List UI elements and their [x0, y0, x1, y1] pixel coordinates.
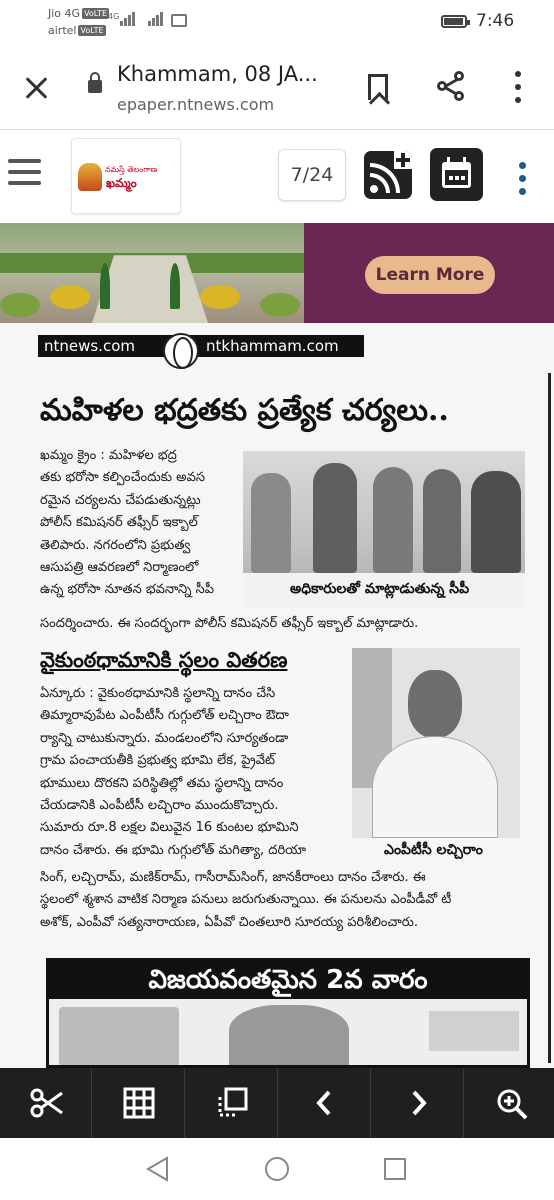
carrier-2-label: airtel — [48, 24, 77, 37]
article-2-line: గ్రామ పంచాయతీకి ప్రభుత్వ భూమి లేక, ప్రైవేట్ — [40, 753, 276, 769]
zoom-in-icon — [495, 1087, 529, 1121]
article-2-line: అశోక్, ఎంపీవో సత్యనారాయణ, ఏపీవో చింతలూరి సూరయ్య పరిశీలించారు. — [40, 914, 419, 930]
ad-image — [0, 223, 304, 323]
article-2-photo — [352, 648, 520, 838]
article-2-line: భూములు దొరకని పరిస్థితిల్లో తమ స్థలాన్ని దానం — [40, 775, 284, 791]
back-triangle-icon[interactable] — [145, 1156, 171, 1182]
article-1-tail: సందర్శించారు. ఈ సందర్భంగా పోలీస్ కమిషనర్ తఫ్సీర్ ఇక్బాల్ మాట్లాడారు. — [40, 616, 419, 631]
close-tab-button[interactable] — [20, 72, 52, 104]
home-circle-icon[interactable] — [264, 1156, 290, 1182]
movie-ad — [46, 958, 530, 1068]
previous-page-button[interactable] — [279, 1068, 371, 1138]
url-host[interactable]: epaper.ntnews.com — [117, 95, 275, 114]
recents-square-icon[interactable] — [383, 1157, 407, 1181]
next-page-button[interactable] — [372, 1068, 464, 1138]
grid-view-button[interactable] — [93, 1068, 185, 1138]
site-banner — [38, 335, 364, 357]
ad-panel — [304, 223, 554, 323]
reader-toolbar — [0, 1068, 554, 1138]
calendar-icon[interactable] — [430, 148, 483, 201]
movie-ad-title: విజయవంతమైన 2వ వారం — [49, 961, 527, 999]
article-2-line: చేయడానికి ఎంపీటీసీ లచ్చిరాం ముందుకొచ్చారు. — [40, 798, 279, 814]
temple-logo-icon — [78, 163, 102, 191]
learn-more-button[interactable]: Learn More — [365, 256, 495, 294]
bookmark-icon[interactable] — [368, 74, 388, 100]
logo-edition: ఖమ్మం — [106, 176, 137, 190]
epaper-header — [0, 131, 554, 223]
select-page-icon — [216, 1087, 248, 1119]
globe-icon — [163, 333, 199, 369]
more-options-icon[interactable] — [519, 162, 527, 196]
logo-tagline: నమస్తే తెలంగాణ — [105, 165, 158, 174]
article-2-body — [40, 683, 352, 862]
article-2-line: స్థలంలో శ్మశాన వాటిక నిర్మాణ పనులు జరుగుతున్నాయి. ఈ పనులను ఎంపీడీవో టీ — [40, 892, 452, 908]
zoom-button[interactable] — [465, 1068, 554, 1138]
carrier-1 — [48, 7, 109, 20]
edition-logo[interactable] — [71, 138, 181, 214]
article-1-line: ఉన్న భరోసా నూతన భవనాన్ని సీపీ — [40, 582, 215, 598]
browser-toolbar — [0, 44, 554, 130]
volte-badge-2: VoLTE — [80, 26, 104, 35]
signal-icon-2 — [148, 12, 164, 26]
message-icon — [171, 14, 187, 27]
article-1-line: రమైన చర్యలను చేపడుతున్నట్లు — [40, 492, 201, 508]
article-1-line: పోలీస్ కమిషనర్ తఫ్సీర్ ఇక్బాల్ — [40, 515, 198, 531]
chevron-right-icon — [402, 1087, 434, 1119]
article-1-line: ఆసుపత్రి ఆవరణలో నిర్మాణంలో — [40, 560, 199, 576]
carrier-2 — [48, 24, 106, 37]
column-rule — [548, 373, 551, 1063]
clock: 7:46 — [476, 11, 515, 31]
clip-button[interactable] — [0, 1068, 92, 1138]
article-1-line: తెలిపారు. నగరంలోని ప్రభుత్వ — [40, 537, 191, 553]
grid-icon — [123, 1087, 155, 1119]
site-name-1: ntnews.com — [44, 337, 136, 355]
hamburger-menu-icon[interactable] — [8, 159, 41, 185]
page-indicator[interactable]: 7/24 — [278, 149, 346, 201]
article-2-line: సుమారు రూ.8 లక్షల విలువైన 16 కుంటల భూమిని — [40, 820, 299, 836]
article-2-line: ర్యాన్ని చాటుకున్నారు. మండలంలోని సూర్యతండా — [40, 730, 289, 746]
carrier-1-label: Jio 4G — [48, 7, 81, 20]
overflow-menu-icon[interactable] — [514, 71, 522, 103]
article-2-line: తిమ్మారావుపేట ఎంపీటీసీ గుగ్గులోత్ లచ్చిరాం ఔదా — [40, 708, 289, 724]
scissors-icon — [30, 1087, 64, 1119]
share-icon[interactable] — [437, 71, 469, 103]
article-2-headline: వైకుంఠధామానికి స్థలం వితరణ — [40, 648, 288, 672]
article-2-line: దానం చేశారు. ఈ భూమి గుగ్గులోత్ మగిత్యా, దరియా — [40, 842, 307, 858]
site-name-2: ntkhammam.com — [206, 337, 339, 355]
ad-banner[interactable] — [0, 223, 554, 323]
article-2-line: ఏన్కూరు : వైకుంఠధామానికి స్థలాన్ని దానం చేసి — [40, 686, 276, 701]
chevron-left-icon — [309, 1087, 341, 1119]
lock-icon[interactable] — [88, 80, 102, 93]
system-nav-bar — [0, 1138, 554, 1200]
article-2-line: సింగ్, లచ్చిరామ్, మణిక్‌రామ్, గాసీరామ్‌సింగ్, జానకీరాంలు దానం చేశారు. ఈ — [40, 870, 426, 885]
volte-badge: VoLTE — [84, 9, 108, 18]
status-bar — [0, 0, 554, 44]
battery-icon — [441, 15, 467, 28]
article-2-caption: ఎంపీటీసీ లచ్చిరాం — [384, 842, 483, 858]
newspaper-page[interactable] — [0, 323, 554, 1068]
article-2-tail — [40, 867, 550, 934]
article-1-line: తకు భరోసా కల్పించేందుకు అవస — [40, 470, 205, 486]
signal-icon-1 — [108, 12, 136, 26]
page-select-button[interactable] — [186, 1068, 278, 1138]
article-1-line: ఖమ్మం క్రైం : మహిళల భద్ర — [40, 448, 177, 463]
article-1-headline: మహిళల భద్రతకు ప్రత్యేక చర్యలు.. — [40, 393, 449, 428]
rss-add-icon[interactable] — [364, 151, 412, 199]
network-type-label: 4G — [108, 12, 120, 21]
page-title[interactable]: Khammam, 08 JA... — [117, 62, 318, 86]
article-1-caption: అధికారులతో మాట్లాడుతున్న సీపీ — [290, 581, 470, 597]
